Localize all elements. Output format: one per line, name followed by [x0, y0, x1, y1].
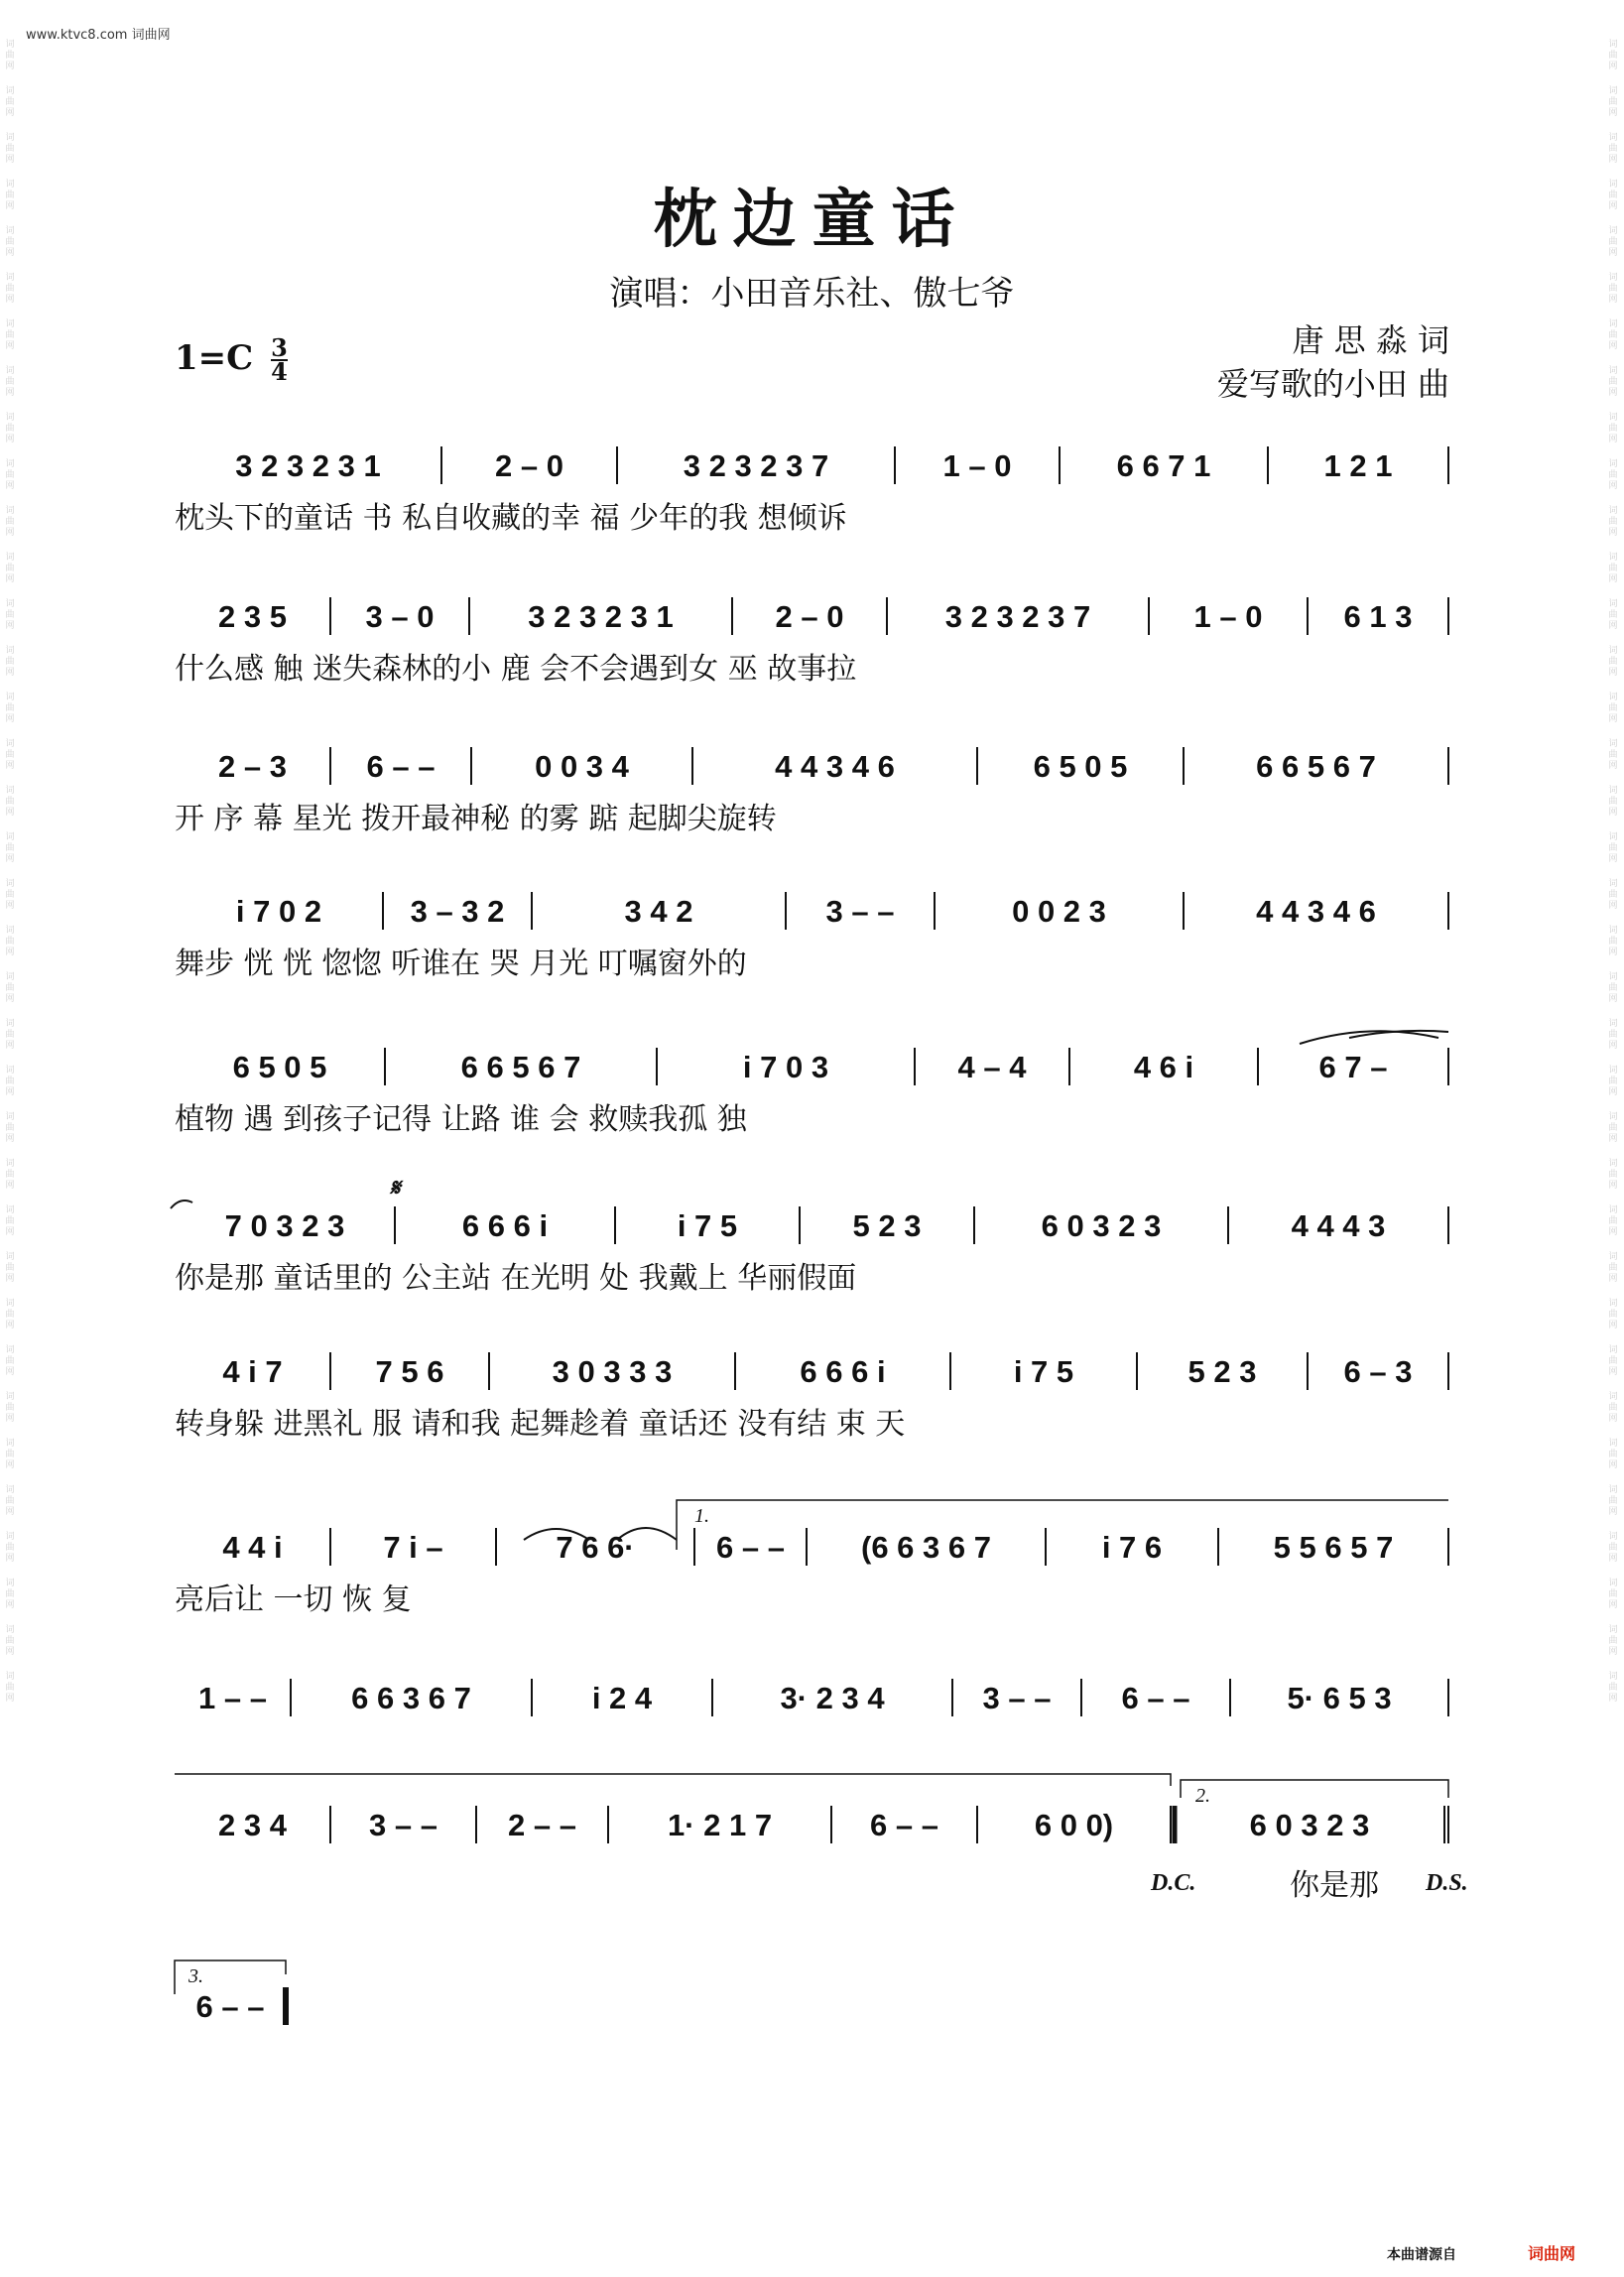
lyric-line: 枕头下的童话 书 私自收藏的幸 福 少年的我 想倾诉: [175, 501, 847, 536]
measure-notes: 1 2 1: [1323, 448, 1393, 483]
measure-notes: 6 0 0): [1034, 1808, 1114, 1842]
measure-notes: 4 4 3 4 6: [775, 749, 895, 784]
measure-notes: 2 3 5: [218, 599, 287, 634]
volta-3-label: 3.: [188, 1965, 203, 1987]
segno-mark: 𝄋: [389, 1176, 401, 1202]
measure-notes: 3 – –: [369, 1808, 437, 1842]
time-sig-bottom: 4: [271, 357, 288, 386]
measure-notes: 2 – 0: [775, 599, 844, 634]
site-url[interactable]: www.ktvc8.com 词曲网: [26, 28, 171, 43]
measure-notes: 3· 2 3 4: [780, 1681, 885, 1715]
lyric-line: 你是那 童话里的 公主站 在光明 处 我戴上 华丽假面: [175, 1261, 857, 1296]
measure-notes: 6 – 3: [1343, 1354, 1413, 1389]
measure-notes: 7 6 6·: [556, 1530, 635, 1565]
volta-top-line: [175, 1774, 1171, 1786]
measure-notes: 5 2 3: [1187, 1354, 1257, 1389]
measure-notes: i 7 0 3: [742, 1050, 829, 1084]
lyric-line: 舞步 恍 恍 惚惚 听谁在 哭 月光 叮嘱窗外的: [175, 947, 747, 981]
measure-notes: 0 0 3 4: [535, 749, 629, 784]
measure-notes: 3 – –: [825, 894, 895, 929]
lyric-line: 你是那: [1290, 1868, 1379, 1903]
measure-notes: 6 5 0 5: [1033, 749, 1128, 784]
footer-brand[interactable]: 词曲网: [1528, 2244, 1576, 2263]
measure-notes: 3 4 2: [624, 894, 693, 929]
song-title: 枕边童话: [653, 183, 971, 257]
measure-notes: 6 0 3 2 3: [1249, 1808, 1370, 1842]
lyricist-credit: 唐 思 淼 词: [1292, 321, 1449, 359]
measure-notes: 6 – –: [195, 1989, 265, 2024]
composer-credit: 爱写歌的小田 曲: [1216, 365, 1449, 403]
measure-notes: 3 – 0: [365, 599, 435, 634]
time-sig-top: 3: [271, 333, 288, 362]
measure-notes: 6 – –: [366, 749, 436, 784]
measure-notes: 4 4 3 4 6: [1256, 894, 1376, 929]
measure-notes: 4 6 i: [1133, 1050, 1194, 1084]
measure-notes: 7 i –: [383, 1530, 443, 1565]
measure-notes: i 2 4: [591, 1681, 653, 1715]
measure-notes: 6 1 3: [1343, 599, 1413, 634]
measure-notes: 3 2 3 2 3 1: [528, 599, 674, 634]
measure-notes: 6 6 3 6 7: [351, 1681, 471, 1715]
measure-notes: (6 6 3 6 7: [861, 1530, 991, 1565]
measure-notes: 5 5 6 5 7: [1273, 1530, 1394, 1565]
measure-notes: 6 0 3 2 3: [1041, 1208, 1162, 1243]
measure-notes: 6 5 0 5: [232, 1050, 327, 1084]
measure-notes: 4 4 4 3: [1291, 1208, 1386, 1243]
measure-notes: 6 6 5 6 7: [1256, 749, 1376, 784]
lyric-line: 植物 遇 到孩子记得 让路 谁 会 救赎我孤 独: [175, 1102, 747, 1137]
measure-notes: 6 6 7 1: [1116, 448, 1211, 483]
left-margin-watermark: 词曲网 词曲网 词曲网 词曲网 词曲网 词曲网 词曲网 词曲网 词曲网 词曲网 词曲网 词曲网 词曲网 词曲网 词曲网 词曲网 词曲网 词曲网 词曲网 词曲网 词曲网 词曲网 词曲网 词曲网 词曲网 词曲网 词曲网 词曲网 词曲网 词曲网 词曲网 词曲网 词曲网 词曲网 词曲网 词曲网: [5, 40, 15, 1704]
measure-notes: 7 5 6: [375, 1354, 444, 1389]
measure-notes: 6 6 6 i: [461, 1208, 549, 1243]
volta-2-bracket: [1181, 1780, 1448, 1798]
measure-notes: 2 – –: [508, 1808, 576, 1842]
measure-notes: 1 – 0: [942, 448, 1012, 483]
measure-notes: 2 3 4: [218, 1808, 287, 1842]
measure-notes: i 7 6: [1101, 1530, 1163, 1565]
measure-notes: 3 2 3 2 3 7: [944, 599, 1091, 634]
measure-notes: 4 – 4: [957, 1050, 1027, 1084]
volta-1-label: 1.: [694, 1505, 709, 1527]
lyric-line: 开 序 幕 星光 拨开最神秘 的雾 踮 起脚尖旋转: [175, 802, 777, 836]
volta-2-label: 2.: [1195, 1785, 1210, 1807]
measure-notes: i 7 5: [1013, 1354, 1074, 1389]
measure-notes: 7 0 3 2 3: [224, 1208, 345, 1243]
measure-notes: 3 – 3 2: [410, 894, 505, 929]
measure-notes: 6 6 6 i: [800, 1354, 886, 1389]
tie-continue: [171, 1201, 192, 1208]
measure-notes: 5· 6 5 3: [1287, 1681, 1392, 1715]
dc-mark: D.C.: [1151, 1870, 1196, 1896]
measure-notes: 3 – –: [982, 1681, 1052, 1715]
measure-notes: 3 2 3 2 3 7: [683, 448, 829, 483]
measure-notes: 2 – 0: [495, 448, 563, 483]
measure-notes: 6 – –: [1121, 1681, 1190, 1715]
key-label: 1=C: [175, 338, 254, 378]
lyric-line: 什么感 触 迷失森林的小 鹿 会不会遇到女 巫 故事拉: [175, 652, 857, 687]
singer-line: 演唱：小田音乐社、傲七爷: [609, 274, 1015, 314]
measure-notes: i 7 0 2: [235, 894, 322, 929]
lyric-line: 亮后让 一切 恢 复: [175, 1582, 412, 1617]
ds-mark: D.S.: [1426, 1870, 1468, 1896]
footer-source: 本曲谱源自: [1387, 2247, 1456, 2263]
measure-notes: 2 – 3: [218, 749, 287, 784]
measure-notes: 1 – 0: [1193, 599, 1263, 634]
measure-notes: 4 4 i: [222, 1530, 283, 1565]
measure-notes: 1 – –: [198, 1681, 267, 1715]
right-margin-watermark: 词曲网 词曲网 词曲网 词曲网 词曲网 词曲网 词曲网 词曲网 词曲网 词曲网 词曲网 词曲网 词曲网 词曲网 词曲网 词曲网 词曲网 词曲网 词曲网 词曲网 词曲网 词曲网 词曲网 词曲网 词曲网 词曲网 词曲网 词曲网 词曲网 词曲网 词曲网 词曲网 词曲网 词曲网 词曲网 词曲网: [1608, 40, 1618, 1704]
measure-notes: 3 0 3 3 3: [552, 1354, 673, 1389]
slur: [1300, 1031, 1438, 1044]
measure-notes: 1· 2 1 7: [667, 1808, 773, 1842]
measure-notes: 6 – –: [870, 1808, 938, 1842]
measure-notes: 4 i 7: [222, 1354, 283, 1389]
measure-notes: 6 – –: [716, 1530, 785, 1565]
measure-notes: 6 6 5 6 7: [460, 1050, 581, 1084]
measure-notes: i 7 5: [677, 1208, 738, 1243]
lyric-line: 转身躲 进黑礼 服 请和我 起舞趁着 童话还 没有结 束 天: [175, 1407, 906, 1442]
measure-notes: 5 2 3: [852, 1208, 922, 1243]
measure-notes: 3 2 3 2 3 1: [235, 448, 381, 483]
measure-notes: 0 0 2 3: [1012, 894, 1106, 929]
measure-notes: 6 7 –: [1318, 1050, 1388, 1084]
